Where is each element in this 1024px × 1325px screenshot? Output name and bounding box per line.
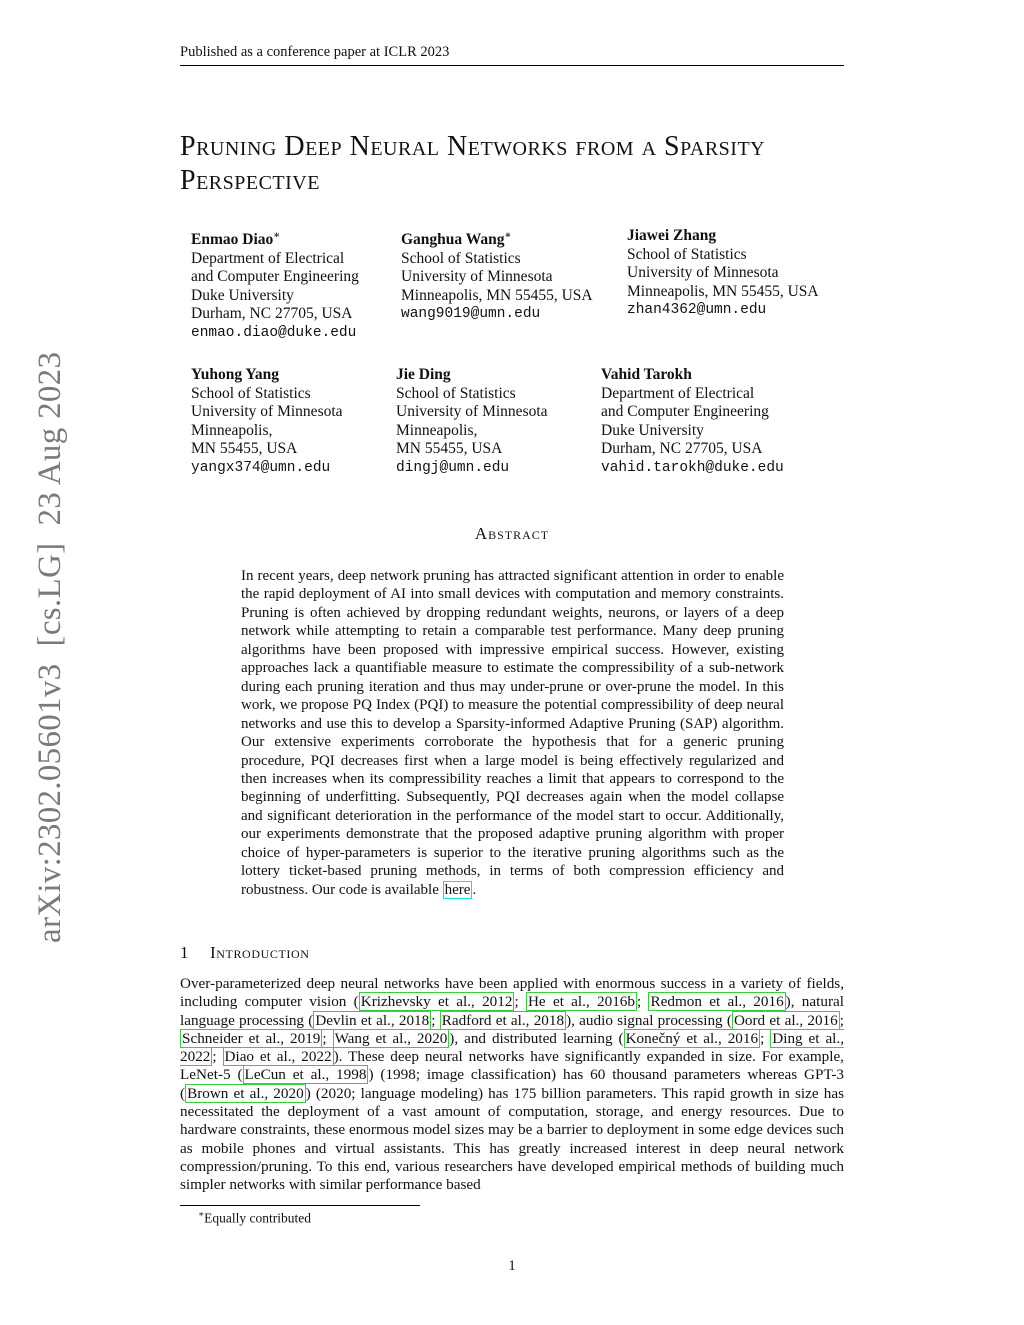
author-affiliation: Minneapolis, xyxy=(191,421,273,439)
intro-text: ; xyxy=(636,993,649,1011)
author-block xyxy=(396,366,548,477)
author-affiliation: Minneapolis, MN 55455, USA xyxy=(401,286,593,304)
author-affiliation: University of Minnesota xyxy=(191,403,343,420)
intro-text: ) (2020; language modeling) has 175 billion parameters. This rapid growth in size has necessitated the deployment of a vast amount of computation, storage, and energy resources. Due to hardware constraints, these enormous model sizes may be a barrier to deployment in some edge devices such as mobile phones and virtual assistants. This has greatly increased interest in deep neural network compression/pruning. To this end, various researchers have developed empirical methods of building much simpler networks with similar performance based xyxy=(180,1084,845,1194)
author-affiliation: School of Statistics xyxy=(396,384,516,402)
intro-text: ) (1998; image classification) has 60 thousand parameters whereas GPT-3 ( xyxy=(180,1066,845,1102)
author-affiliation: University of Minnesota xyxy=(627,264,779,281)
author-affiliation: Durham, NC 27705, USA xyxy=(191,305,353,323)
footnote-text: Equally contributed xyxy=(204,1210,311,1226)
introduction-paragraph xyxy=(180,975,844,1195)
author-block xyxy=(601,366,784,477)
author-affiliation: University of Minnesota xyxy=(401,268,553,286)
author-email[interactable]: enmao.diao@duke.edu xyxy=(191,324,357,341)
author-affiliation: Minneapolis, xyxy=(396,421,478,439)
intro-text: ; xyxy=(431,1011,440,1029)
citation-link[interactable]: Devlin et al., 2018 xyxy=(315,1011,430,1029)
author-block xyxy=(627,227,819,320)
author-affiliation: Duke University xyxy=(601,421,704,439)
intro-text: ; xyxy=(212,1048,223,1066)
author-email[interactable]: vahid.tarokh@duke.edu xyxy=(601,459,784,476)
arxiv-sidebar-stamp: arXiv:2302.05601v3 [cs.LG] 23 Aug 2023 xyxy=(32,351,68,943)
intro-text: ; xyxy=(322,1029,333,1047)
author-affiliation: Durham, NC 27705, USA xyxy=(601,440,763,457)
citation-link[interactable]: He et al., 2016b xyxy=(527,993,635,1011)
intro-text: ; xyxy=(839,1011,844,1029)
author-affiliation: Duke University xyxy=(191,286,294,304)
author-affiliation: Department of Electrical xyxy=(601,384,755,402)
code-link[interactable]: here xyxy=(444,881,471,898)
abstract-heading: Abstract xyxy=(474,524,550,543)
author-affiliation: School of Statistics xyxy=(401,249,521,267)
author-name: Enmao Diao∗ xyxy=(191,230,281,249)
author-affiliation: School of Statistics xyxy=(627,245,747,263)
author-name: Jie Ding xyxy=(396,366,451,383)
author-email[interactable]: wang9019@umn.edu xyxy=(401,306,541,323)
author-affiliation: Minneapolis, MN 55455, USA xyxy=(627,282,819,300)
author-name: Jiawei Zhang xyxy=(627,227,717,244)
citation-link[interactable]: Ding et al., 2022 xyxy=(180,1029,844,1066)
author-name: Yuhong Yang xyxy=(191,366,280,383)
author-email[interactable]: dingj@umn.edu xyxy=(396,459,510,476)
author-affiliation: and Computer Engineering xyxy=(191,268,359,286)
section-title: Introduction xyxy=(210,943,310,962)
page-number: 1 xyxy=(508,1258,516,1274)
title-line-1: Pruning Deep Neural Networks from a Sparsity xyxy=(180,131,766,162)
footnote-divider xyxy=(180,1205,420,1206)
section-heading-introduction xyxy=(180,943,310,963)
author-name: Vahid Tarokh xyxy=(601,366,692,383)
paper-title xyxy=(180,130,870,198)
citation-link[interactable]: Brown et al., 2020 xyxy=(187,1084,304,1102)
footnote xyxy=(198,1209,311,1227)
author-name: Ganghua Wang∗ xyxy=(401,230,512,249)
author-email[interactable]: yangx374@umn.edu xyxy=(191,459,331,476)
title-line-2: Perspective xyxy=(180,165,320,196)
intro-text: ). These deep neural networks have significantly expanded in size. For example, LeNet-5 ( xyxy=(180,1048,844,1084)
citation-link[interactable]: Schneider et al., 2019 xyxy=(182,1029,321,1047)
citation-link[interactable]: Konečný et al., 2016 xyxy=(625,1029,759,1047)
intro-text: ; xyxy=(760,1029,771,1047)
abstract-text: In recent years, deep network pruning has attracted significant attention in order to enable the rapid deployment of AI into small devices with computation and memory constraints. Pruning is often achieved by dropping redundant weights, neurons, or layers of a deep network while attempting to retain a comparable test performance. Many deep pruning algorithms have been proposed with impressive empirical success. However, existing approaches lack a quantifiable measure to estimate the compressibility of a sub-network during each pruning iteration and thus may under-prune or over-prune the model. In this work, we propose PQ Index (PQI) to measure the potential compressibility of deep neural networks and use this to develop a Sparsity-informed Adaptive Pruning (SAP) algorithm. Our extensive experiments corroborate the hypothesis that for a generic pruning procedure, PQI decreases first when a large model is being effectively regularized and then increases when its compressibility reaches a limit that appears to correspond to the beginning of underfitting. Subsequently, PQI decreases again when the model collapse and significant deterioration in the performance of the model start to occur. Additionally, our experiments demonstrate that the proposed adaptive pruning algorithm with proper choice of hyper-parameters is superior to the iterative pruning algorithms such as the lottery ticket-based pruning methods, in terms of both compression efficiency and robustness. Our code is available xyxy=(241,568,784,898)
author-block xyxy=(401,227,593,324)
abstract-end: . xyxy=(472,881,477,898)
citation-link[interactable]: Wang et al., 2020 xyxy=(334,1029,448,1047)
abstract-body xyxy=(241,567,784,899)
intro-text: ), audio signal processing ( xyxy=(566,1011,732,1029)
author-affiliation: Department of Electrical xyxy=(191,249,345,267)
intro-text: ), natural language processing ( xyxy=(180,993,844,1029)
citation-link[interactable]: Krizhevsky et al., 2012 xyxy=(360,993,513,1011)
citation-link[interactable]: Oord et al., 2016 xyxy=(733,1011,838,1029)
author-email[interactable]: zhan4362@umn.edu xyxy=(627,302,767,318)
citation-link[interactable]: Diao et al., 2022 xyxy=(224,1048,332,1066)
author-affiliation: MN 55455, USA xyxy=(191,440,298,457)
author-affiliation: and Computer Engineering xyxy=(601,403,769,420)
author-block xyxy=(191,366,343,477)
intro-text: ), and distributed learning ( xyxy=(449,1029,624,1047)
citation-link[interactable]: LeCun et al., 1998 xyxy=(244,1066,367,1084)
citation-link[interactable]: Redmon et al., 2016 xyxy=(650,993,784,1011)
footnote-mark: ∗ xyxy=(198,1209,205,1219)
running-header: Published as a conference paper at ICLR 2023 xyxy=(180,44,844,66)
section-number: 1 xyxy=(180,943,189,962)
author-affiliation: University of Minnesota xyxy=(396,403,548,420)
citation-link[interactable]: Radford et al., 2018 xyxy=(441,1011,565,1029)
author-affiliation: School of Statistics xyxy=(191,384,311,402)
author-affiliation: MN 55455, USA xyxy=(396,440,503,457)
author-block xyxy=(191,227,359,342)
intro-text: ; xyxy=(514,993,526,1011)
intro-text: Over-parameterized deep neural networks have been applied with enormous success in a variety of fields, including computer vision ( xyxy=(180,975,844,1011)
